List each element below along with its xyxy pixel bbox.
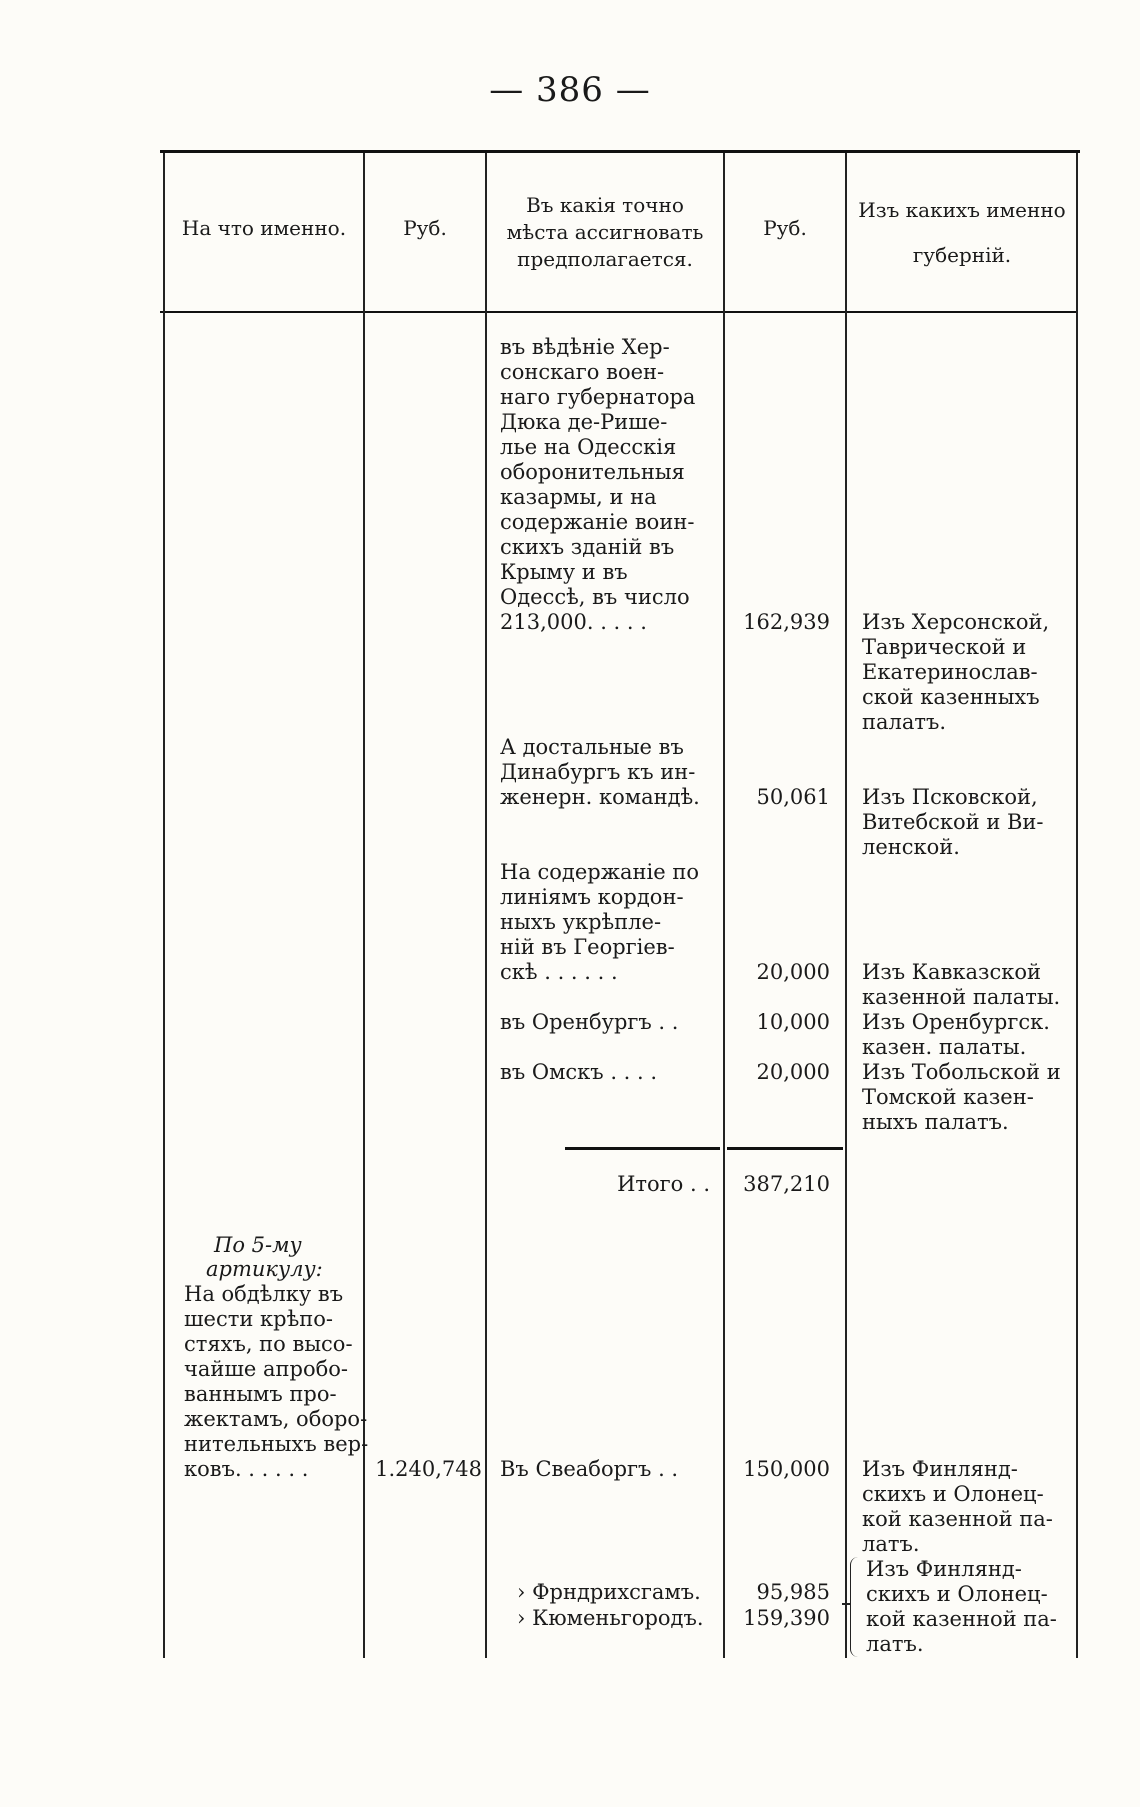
header-bottom-rule [160, 311, 1076, 313]
header-places-line-3: предполагается. [517, 247, 693, 271]
total-rule-right [727, 1147, 843, 1150]
brace-bracket [850, 1557, 863, 1657]
place-georgievsk: На содержаніе по линіямъ кордон- ныхъ укрѣпле- ній въ Георгіев- скѣ . . . . . . [500, 860, 700, 984]
source-finland-combined: Изъ Финлянд- скихъ и Олонец- кой казенной па- латъ. [866, 1557, 1057, 1656]
header-provinces [848, 197, 1076, 269]
column-divider [1076, 153, 1078, 1658]
header-places-line-2: мѣста ассигновать [506, 220, 704, 244]
article-heading-2: артикулу: [206, 1257, 323, 1281]
source-kherson: Изъ Херсонской, Таврической и Екатеринослав- ской казенныхъ палатъ. [862, 610, 1050, 734]
sum-fridrikhsgam: 95,985 [756, 1580, 830, 1604]
column-divider [845, 153, 847, 1658]
column-divider [163, 153, 165, 1658]
sum-sveaborg: 150,000 [743, 1457, 830, 1481]
article-text: На обдѣлку въ шести крѣпо- стяхъ, по высо- чайше апробо- ваннымъ про- жектамъ, оборо- нительныхъ вер- ковъ. . . . . . [184, 1282, 369, 1481]
header-what: На что именно. [181, 216, 347, 240]
total-value: 387,210 [743, 1172, 830, 1196]
source-dinaburg: Изъ Псковской, Витебской и Ви- ленской. [862, 785, 1044, 859]
brace-tip [842, 1603, 851, 1605]
total-rule-left [565, 1147, 720, 1150]
sum-kherson: 162,939 [743, 610, 830, 634]
sum-georgievsk: 20,000 [756, 960, 830, 984]
page-number: — 386 — [489, 70, 651, 110]
header-provinces-line-1: Изъ какихъ именно [858, 198, 1066, 222]
source-omsk: Изъ Тобольской и Томской казен- ныхъ палатъ. [862, 1060, 1061, 1134]
place-omsk: въ Омскъ . . . . [500, 1060, 658, 1084]
header-places-line-1: Въ какія точно [526, 193, 684, 217]
header-rub-1: Руб. [403, 216, 447, 240]
place-orenburg: въ Оренбургъ . . [500, 1010, 679, 1034]
place-kyumen: › Кюменьгородъ. [517, 1606, 704, 1630]
place-fridrikhsgam: › Фрндрихсгамъ. [517, 1580, 701, 1604]
sum-orenburg: 10,000 [756, 1010, 830, 1034]
total-label: Итого . . [617, 1172, 710, 1196]
sum-dinaburg: 50,061 [756, 785, 830, 809]
column-divider [485, 153, 487, 1658]
article-sum: 1.240,748 [375, 1457, 482, 1481]
header-places [488, 192, 722, 273]
header-provinces-line-2: губерній. [912, 243, 1012, 267]
source-orenburg: Изъ Оренбургск. казен. палаты. [862, 1010, 1050, 1059]
place-sveaborg: Въ Свеаборгъ . . [500, 1457, 679, 1481]
place-kherson: въ вѣдѣніе Хер- сонскаго воен- наго губернатора Дюка де-Рише- лье на Одесскія оборонительныя казармы, и на содержаніе воин- скихъ зданій въ Крыму и въ Одессѣ, въ число 213,000. . . . . [500, 335, 696, 634]
column-divider [723, 153, 725, 1658]
source-georgievsk: Изъ Кавказской казенной палаты. [862, 960, 1061, 1009]
sum-omsk: 20,000 [756, 1060, 830, 1084]
header-rub-2: Руб. [763, 216, 807, 240]
source-sveaborg: Изъ Финлянд- скихъ и Олонец- кой казенной па- латъ. [862, 1457, 1053, 1556]
sum-kyumen: 159,390 [743, 1606, 830, 1630]
article-heading-1: По 5-му [214, 1233, 302, 1257]
table-top-rule [160, 150, 1080, 153]
place-dinaburg: А достальные въ Динабургъ къ ин- женерн. командѣ. [500, 735, 700, 809]
